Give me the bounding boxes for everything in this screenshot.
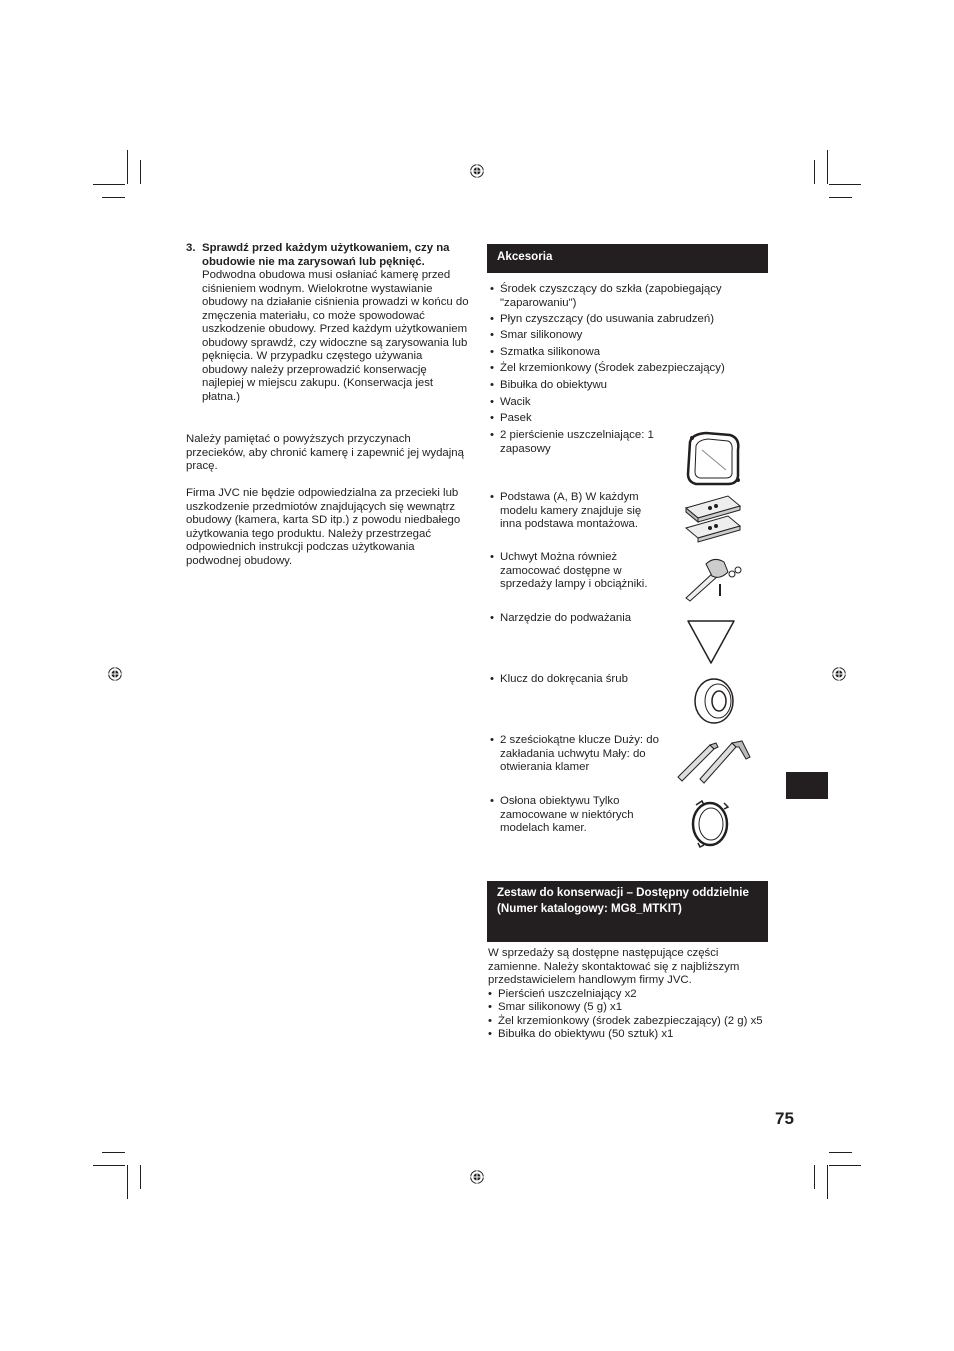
crop-mark — [140, 1165, 141, 1189]
crop-mark — [127, 1165, 128, 1199]
registration-mark-icon — [832, 667, 846, 681]
accessory-item: • 2 sześciokątne klucze Duży: do zakładania uchwytu Mały: do otwierania klamer — [490, 734, 659, 773]
crop-mark — [829, 1152, 852, 1153]
maintenance-item: • Smar silikonowy (5 g) x1 — [488, 1001, 623, 1013]
accessory-item: • Szmatka silikonowa — [490, 346, 601, 358]
pry-tool-icon — [686, 619, 736, 665]
crop-mark — [829, 197, 852, 198]
accessory-item: • Żel krzemionkowy (Środek zabezpieczający) — [490, 362, 725, 374]
crop-mark — [827, 1165, 828, 1199]
registration-mark-icon — [108, 667, 122, 681]
crop-mark — [829, 1165, 861, 1166]
accessory-item: • Podstawa (A, B) W każdym modelu kamery znajduje się inna podstawa montażowa. — [490, 491, 642, 530]
accessory-item: • 2 pierścienie uszczelniające: 1 zapasowy — [490, 429, 654, 455]
crop-mark — [140, 160, 141, 184]
section-heading-accessories: Akcesoria — [487, 244, 768, 273]
hex-keys-icon — [676, 739, 752, 783]
maintenance-item: • Pierścień uszczelniający x2 — [488, 987, 637, 1000]
paragraph-leak-causes: Należy pamiętać o powyższych przyczynach przecieków, aby chronić kamerę i zapewnić jej wydajną pracę. — [186, 433, 464, 472]
crop-mark — [814, 160, 815, 184]
maintenance-kit-content — [488, 947, 768, 1042]
crop-mark — [102, 197, 125, 198]
language-tab-marker — [786, 772, 828, 799]
registration-mark-icon — [470, 164, 484, 178]
accessory-item: • Wacik — [490, 396, 531, 408]
accessory-item: • Uchwyt Można również zamocować dostępne w sprzedaży lampy i obciążniki. — [490, 551, 648, 590]
accessory-item: • Pasek — [490, 412, 532, 424]
accessory-item: • Klucz do dokręcania śrub — [490, 673, 628, 685]
section-heading-maintenance-kit: Zestaw do konserwacji – Dostępny oddzielnie (Numer katalogowy: MG8_MTKIT) — [487, 881, 768, 942]
crop-mark — [127, 150, 128, 184]
maintenance-item: • Żel krzemionkowy (środek zabezpieczający) (2 g) x5 — [488, 1014, 763, 1027]
handle-grip-icon — [684, 554, 744, 602]
crop-mark — [93, 184, 125, 185]
item-body: Podwodna obudowa musi osłaniać kamerę przed ciśnieniem wodnym. Wielokrotne wystawianie obudowy na działanie ciśnienia prowadzi w końcu do zmęczenia materiału, co może spowodować uszkodzenie obudowy. Przed każdym użytkowaniem obudowy sprawdź, czy widoczne są zarysowania lub pęknięcia. W przypadku częstego używania obudowy należy przeprowadzić konserwację najlepiej w miejscu zakupu. (Konserwacja jest płatna.) — [202, 269, 469, 403]
crop-mark — [829, 184, 861, 185]
screw-wrench-icon — [692, 677, 736, 725]
maintenance-intro: W sprzedaży są dostępne następujące części zamienne. Należy skontaktować się z najbliższym przedstawicielem handlowym firmy JVC. — [488, 947, 740, 986]
item-heading: Sprawdź przed każdym użytkowaniem, czy na obudowie nie ma zarysowań lub pęknięć. — [202, 242, 450, 268]
accessory-item: • Narzędzie do podważania — [490, 612, 632, 624]
registration-mark-icon — [470, 1170, 484, 1184]
accessory-item: • Środek czyszczący do szkła (zapobiegający "zaparowaniu") — [490, 283, 722, 309]
page-number: 75 — [775, 1109, 794, 1128]
crop-mark — [827, 150, 828, 184]
accessory-item: • Osłona obiektywu Tylko zamocowane w niektórych modelach kamer. — [490, 795, 634, 834]
accessory-item: • Smar silikonowy — [490, 329, 583, 341]
paragraph-jvc-disclaimer: Firma JVC nie będzie odpowiedzialna za przecieki lub uszkodzenie przedmiotów znajdujących się wewnątrz obudowy (kamera, karta SD itp.) z powodu niedbałego użytkowania tego produktu. Należy przestrzegać odpowiednich instrukcji podczas użytkowania podwodnej obudowy. — [186, 487, 461, 567]
crop-mark — [814, 1165, 815, 1189]
item-number: 3. — [186, 242, 196, 254]
accessory-item: • Płyn czyszczący (do usuwania zabrudzeń) — [490, 313, 714, 325]
lens-guard-icon — [690, 797, 732, 849]
maintenance-item: • Bibułka do obiektywu (50 sztuk) x1 — [488, 1028, 674, 1040]
crop-mark — [102, 1152, 125, 1153]
crop-mark — [93, 1165, 125, 1166]
accessory-item: • Bibułka do obiektywu — [490, 379, 608, 391]
seal-ring-icon — [682, 430, 744, 488]
mount-plate-icon — [684, 494, 744, 544]
